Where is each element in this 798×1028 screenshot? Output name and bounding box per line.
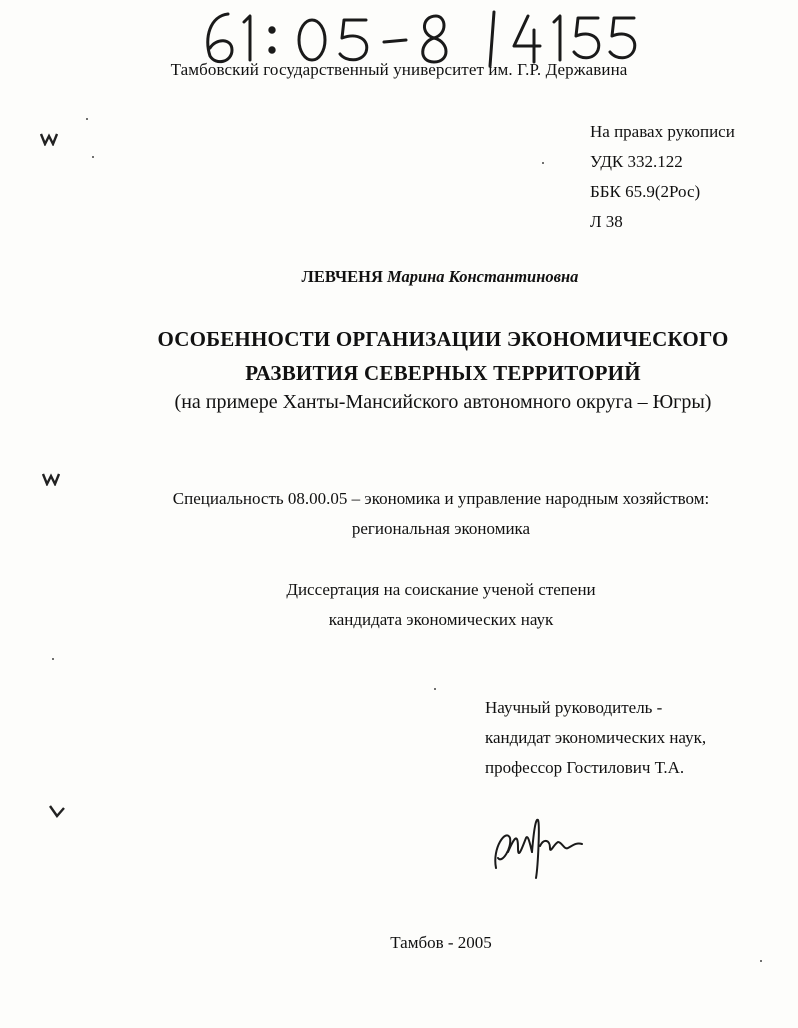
supervisor-block <box>485 693 706 783</box>
handwritten-catalog-number <box>198 8 638 68</box>
title-line-2: РАЗВИТИЯ СЕВЕРНЫХ ТЕРРИТОРИЙ <box>245 361 641 385</box>
dissertation-title <box>0 322 798 390</box>
scan-speck <box>434 688 436 690</box>
university-name: Тамбовский государственный университет им. Г.Р. Державина <box>170 60 628 79</box>
speciality-line-2: региональная экономика <box>351 519 531 538</box>
author-name <box>0 267 798 287</box>
speciality-line-1: Специальность 08.00.05 – экономика и управление народным хозяйством: <box>172 489 710 508</box>
author-given-names: Марина Константиновна <box>387 267 579 286</box>
handwritten-signature <box>488 808 588 880</box>
scan-speck <box>760 960 762 962</box>
punch-mark-icon <box>48 804 66 818</box>
punch-mark-icon <box>40 132 58 146</box>
dissertation-subtitle: (на примере Ханты-Мансийского автономного округа – Югры) <box>174 391 712 413</box>
degree-line-1: Диссертация на соискание ученой степени <box>286 580 596 599</box>
scan-speck <box>86 118 88 120</box>
city-and-year: Тамбов - 2005 <box>390 933 492 952</box>
supervisor-line-2: кандидат экономических наук, <box>485 728 707 747</box>
supervisor-line-3: профессор Гостилович Т.А. <box>485 758 685 777</box>
scan-speck <box>542 162 544 164</box>
scan-speck <box>92 156 94 158</box>
author-sign-code: Л 38 <box>590 212 623 231</box>
publication-meta <box>590 117 735 237</box>
punch-mark-icon <box>42 472 60 486</box>
udk-code: УДК 332.122 <box>590 152 683 171</box>
rights-notice: На правах рукописи <box>590 122 735 141</box>
author-surname: ЛЕВЧЕНЯ <box>301 267 383 286</box>
scan-speck <box>52 658 54 660</box>
supervisor-line-1: Научный руководитель - <box>485 698 663 717</box>
speciality-block <box>0 484 798 544</box>
bbk-code: ББК 65.9(2Рос) <box>590 182 701 201</box>
degree-line-2: кандидата экономических наук <box>328 610 554 629</box>
degree-block <box>0 575 798 635</box>
title-line-1: ОСОБЕННОСТИ ОРГАНИЗАЦИИ ЭКОНОМИЧЕСКОГО <box>157 327 729 351</box>
